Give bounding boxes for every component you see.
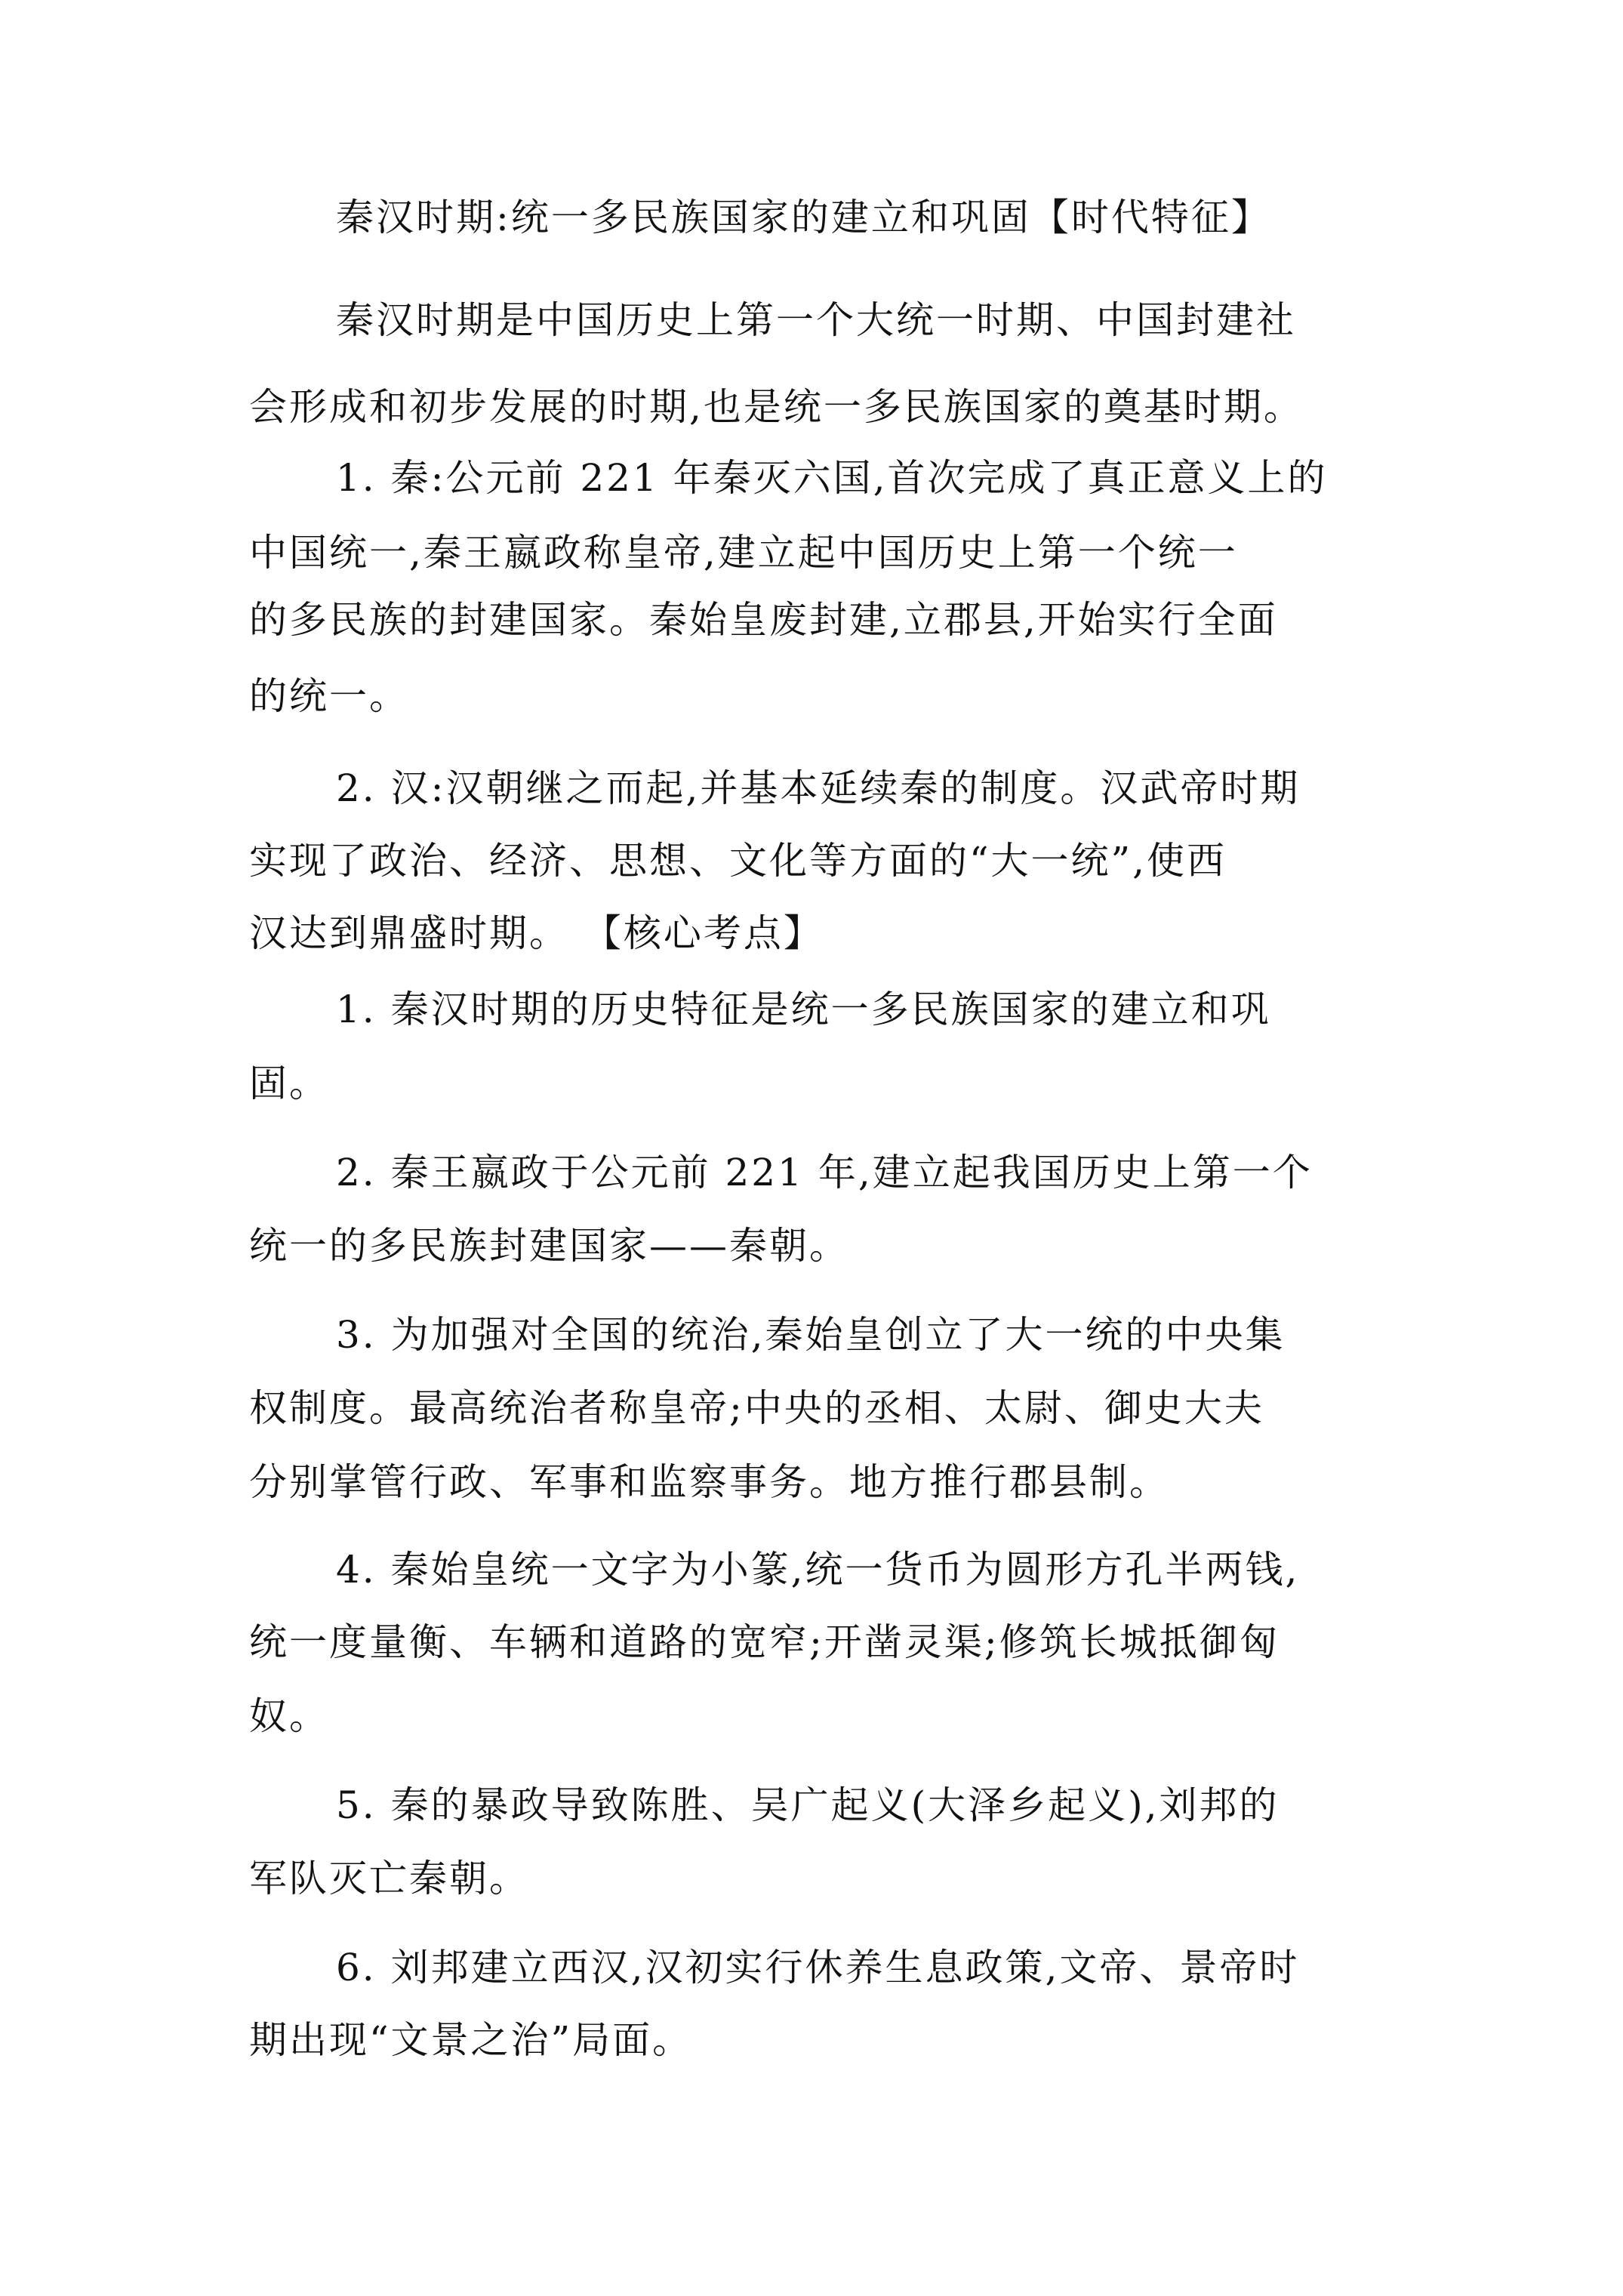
text-line: 5. 秦的暴政导致陈胜、吴广起义(大泽乡起义),刘邦的 <box>336 1783 1280 1827</box>
text-line: 的统一。 <box>249 674 409 718</box>
text-line: 权制度。最高统治者称皇帝;中央的丞相、太尉、御史大夫 <box>249 1386 1264 1430</box>
text-line: 实现了政治、经济、思想、文化等方面的“大一统”,使西 <box>249 839 1227 883</box>
text-line: 奴。 <box>249 1694 329 1738</box>
text-line: 汉达到鼎盛时期。 【核心考点】 <box>249 911 824 955</box>
text-line: 2. 汉:汉朝继之而起,并基本延续秦的制度。汉武帝时期 <box>336 766 1301 810</box>
text-line: 中国统一,秦王嬴政称皇帝,建立起中国历史上第一个统一 <box>249 531 1238 575</box>
text-line: 统一的多民族封建国家——秦朝。 <box>249 1224 849 1268</box>
text-line: 秦汉时期是中国历史上第一个大统一时期、中国封建社 <box>336 298 1296 342</box>
text-line: 期出现“文景之治”局面。 <box>249 2018 693 2062</box>
text-line: 统一度量衡、车辆和道路的宽窄;开凿灵渠;修筑长城抵御匈 <box>249 1620 1280 1664</box>
title-line: 秦汉时期:统一多民族国家的建立和巩固【时代特征】 <box>336 196 1271 239</box>
text-line: 固。 <box>249 1062 329 1105</box>
text-line: 的多民族的封建国家。秦始皇废封建,立郡县,开始实行全面 <box>249 598 1278 642</box>
text-line: 分别掌管行政、军事和监察事务。地方推行郡县制。 <box>249 1460 1169 1504</box>
text-line: 1. 秦汉时期的历史特征是统一多民族国家的建立和巩 <box>336 988 1271 1031</box>
text-line: 3. 为加强对全国的统治,秦始皇创立了大一统的中央集 <box>336 1313 1286 1357</box>
text-line: 会形成和初步发展的时期,也是统一多民族国家的奠基时期。 <box>249 385 1304 429</box>
text-line: 4. 秦始皇统一文字为小篆,统一货币为圆形方孔半两钱, <box>336 1548 1300 1592</box>
text-line: 1. 秦:公元前 221 年秦灭六国,首次完成了真正意义上的 <box>336 456 1328 500</box>
text-line: 军队灭亡秦朝。 <box>249 1857 529 1900</box>
text-line: 6. 刘邦建立西汉,汉初实行休养生息政策,文帝、景帝时 <box>336 1946 1300 1989</box>
text-line: 2. 秦王嬴政于公元前 221 年,建立起我国历史上第一个 <box>336 1151 1313 1194</box>
